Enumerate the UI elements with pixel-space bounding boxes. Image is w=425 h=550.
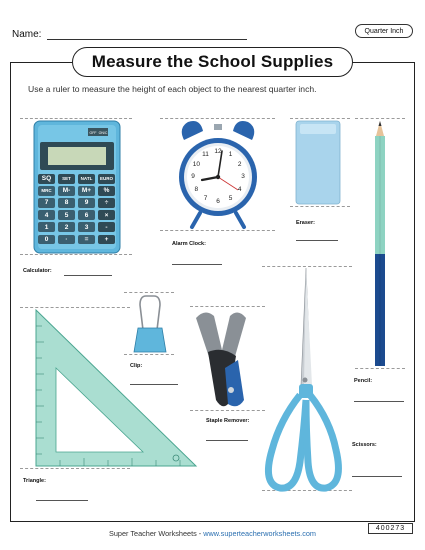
- calculator-key: NATL: [78, 174, 95, 184]
- footer-brand: Super Teacher Worksheets: [109, 529, 197, 538]
- calculator-key: 6: [78, 210, 95, 220]
- calculator-key: ÷: [98, 198, 115, 208]
- calculator-key: =: [78, 235, 95, 245]
- calculator-key: SET: [58, 174, 75, 184]
- calculator-key: 8: [58, 198, 75, 208]
- clock-number: 7: [203, 194, 208, 202]
- calculator-label: Calculator:: [23, 268, 52, 274]
- calculator-key: 3: [78, 222, 95, 232]
- calculator-key: 5: [58, 210, 75, 220]
- eraser-label: Eraser:: [296, 220, 315, 226]
- name-label: Name:: [12, 29, 42, 40]
- calculator-display-key: OFF: [89, 130, 97, 135]
- clock-number: 1: [228, 151, 233, 159]
- alarm-clock-label: Alarm Clock:: [172, 241, 206, 247]
- triangle-label: Triangle:: [23, 478, 46, 484]
- clock-number: 3: [241, 173, 245, 180]
- calculator-key: SQ: [38, 174, 55, 184]
- pencil-label: Pencil:: [354, 378, 373, 384]
- calculator-key: MRC: [38, 186, 55, 196]
- clock-number: 10: [192, 160, 200, 168]
- calculator-display-key: ON/C: [98, 130, 108, 135]
- clock-number: 9: [191, 173, 195, 180]
- calculator-key: %: [98, 186, 115, 196]
- calculator-key: 7: [38, 198, 55, 208]
- clip-label: Clip:: [130, 363, 143, 369]
- page-title: Measure the School Supplies: [72, 47, 353, 77]
- calculator-key: 1: [38, 222, 55, 232]
- clock-number: 5: [228, 194, 233, 202]
- footer: [0, 529, 425, 538]
- calculator-key: 0: [38, 235, 55, 245]
- clock-number: 4: [237, 185, 242, 193]
- clock-number: 11: [202, 151, 209, 159]
- clock-number: 12: [214, 148, 222, 155]
- staple-remover-label: Staple Remover:: [206, 418, 250, 424]
- clock-number: 8: [194, 185, 199, 193]
- calculator-key: ×: [98, 210, 115, 220]
- footer-link[interactable]: www.superteacherworksheets.com: [203, 529, 316, 538]
- footer-separator: -: [196, 529, 204, 538]
- calculator-key: -: [98, 222, 115, 232]
- clock-number: 6: [216, 198, 220, 205]
- instructions: Use a ruler to measure the height of each object to the nearest quarter inch.: [28, 84, 317, 94]
- calculator-key: +: [98, 235, 115, 245]
- scissors-label: Scissors:: [352, 442, 377, 448]
- calculator-key: 4: [38, 210, 55, 220]
- clock-number: 2: [237, 160, 242, 168]
- calculator-key: EURO: [98, 174, 115, 184]
- calculator-key: 2: [58, 222, 75, 232]
- calculator-key: ·: [58, 235, 75, 245]
- calculator-key: M-: [58, 186, 75, 196]
- worksheet-code: 400273: [368, 523, 413, 534]
- triangle-answer-line[interactable]: [36, 500, 88, 501]
- calculator-key: 9: [78, 198, 95, 208]
- quarter-inch-badge: Quarter Inch: [355, 24, 413, 38]
- calculator-key: M+: [78, 186, 95, 196]
